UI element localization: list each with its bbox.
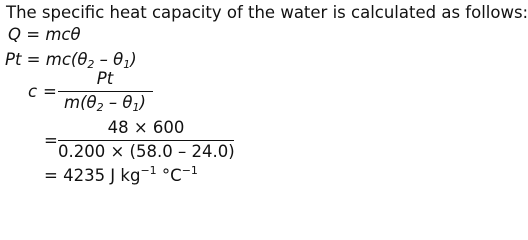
symbol-c: c bbox=[28, 82, 38, 101]
fraction-denominator: 0.200 × (58.0 – 24.0) bbox=[58, 142, 235, 161]
symbol-pt: Pt bbox=[5, 50, 22, 69]
equation-heat-rhs: = mcθ bbox=[26, 25, 81, 44]
equals-sign: = bbox=[43, 82, 57, 101]
fraction-numerator-pt: Pt bbox=[96, 69, 114, 88]
fraction-denominator: $m(\theta_2 - \theta_1)$ bbox=[64, 93, 146, 114]
fraction-numerator: 48 × 600 bbox=[107, 118, 185, 137]
equation-power-rhs: = $mc(\theta_2 - \theta_1)$ bbox=[26, 50, 137, 71]
equation-result: = 4235 J $kg^{-1}$ $^\circ C^{-1}$ bbox=[44, 164, 198, 185]
equals-sign: = bbox=[44, 131, 58, 150]
symbol-q: Q bbox=[8, 25, 21, 44]
intro-text: The specific heat capacity of the water is calculated as follows: bbox=[6, 3, 528, 22]
